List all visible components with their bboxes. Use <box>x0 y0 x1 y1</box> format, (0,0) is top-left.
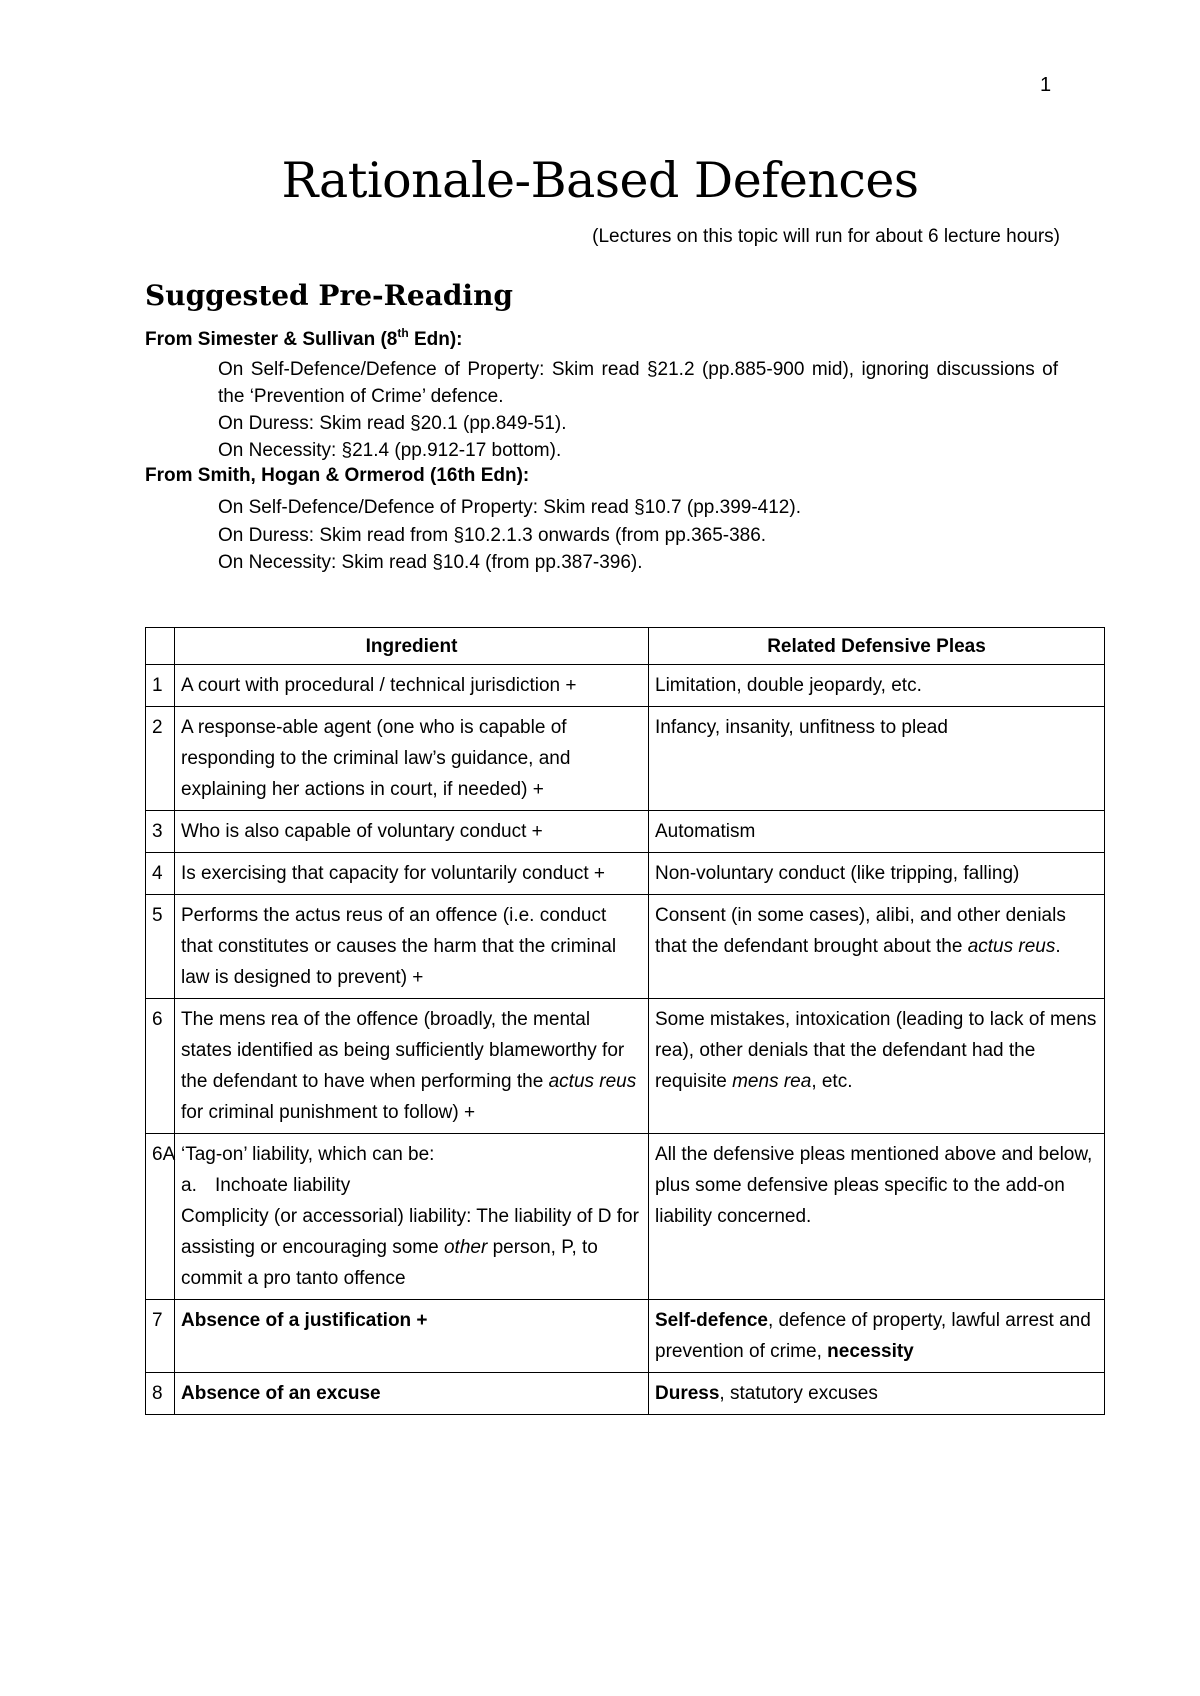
table-row <box>146 1300 1105 1373</box>
row-number: 8 <box>146 1373 175 1415</box>
ingredient-cell <box>175 1134 649 1300</box>
reading-item: On Duress: Skim read §20.1 (pp.849-51). <box>218 413 567 434</box>
pleas-cell: Some mistakes, intoxication (leading to lack of mens rea), other denials that the defendant had the requisite mens rea, etc. <box>649 999 1105 1134</box>
pleas-cell: Non-voluntary conduct (like tripping, falling) <box>649 853 1105 895</box>
table-row <box>146 999 1105 1134</box>
reading-item: On Duress: Skim read from §10.2.1.3 onwards (from pp.365-386. <box>218 525 767 546</box>
table-header: Ingredient <box>175 628 649 665</box>
ingredient-detail: Complicity (or accessorial) liability: The liability of D for assisting or encouraging some other person, P, to commit a pro tanto offence <box>181 1206 639 1289</box>
ingredient-cell: A response-able agent (one who is capable of responding to the criminal law’s guidance, and explaining her actions in court, if needed) + <box>175 707 649 811</box>
ingredient-cell: Is exercising that capacity for voluntarily conduct + <box>175 853 649 895</box>
table-row <box>146 1134 1105 1300</box>
table-row <box>146 665 1105 707</box>
reading-item: On Necessity: §21.4 (pp.912-17 bottom). <box>218 440 562 461</box>
table-row <box>146 895 1105 999</box>
table-header <box>146 628 175 665</box>
row-number: 3 <box>146 811 175 853</box>
ingredients-table <box>145 627 1105 1415</box>
row-number: 7 <box>146 1300 175 1373</box>
table-row <box>146 707 1105 811</box>
ingredient-cell: Absence of an excuse <box>175 1373 649 1415</box>
pleas-cell: Self-defence, defence of property, lawful arrest and prevention of crime, necessity <box>649 1300 1105 1373</box>
source-heading-simester: From Simester & Sullivan (8th Edn): <box>145 326 463 350</box>
ingredient-cell: The mens rea of the offence (broadly, the mental states identified as being sufficiently blameworthy for the defendant to have when performing the actus reus for criminal punishment to follow) + <box>175 999 649 1134</box>
row-number: 5 <box>146 895 175 999</box>
ingredient-cell: Who is also capable of voluntary conduct + <box>175 811 649 853</box>
row-number: 1 <box>146 665 175 707</box>
row-number: 4 <box>146 853 175 895</box>
table-header-row <box>146 628 1105 665</box>
pleas-cell: All the defensive pleas mentioned above and below, plus some defensive pleas specific to the add-on liability concerned. <box>649 1134 1105 1300</box>
document-subtitle: (Lectures on this topic will run for about 6 lecture hours) <box>592 226 1060 247</box>
pleas-cell: Consent (in some cases), alibi, and other denials that the defendant brought about the actus reus. <box>649 895 1105 999</box>
ingredient-cell: Absence of a justification + <box>175 1300 649 1373</box>
reading-item: On Necessity: Skim read §10.4 (from pp.387-396). <box>218 552 643 573</box>
reading-item: On Self-Defence/Defence of Property: Skim read §21.2 (pp.885-900 mid), ignoring discussions of the ‘Prevention of Crime’ defence. <box>218 359 1058 407</box>
pleas-cell: Infancy, insanity, unfitness to plead <box>649 707 1105 811</box>
reading-item: On Self-Defence/Defence of Property: Skim read §10.7 (pp.399-412). <box>218 497 801 518</box>
ingredient-intro: ‘Tag-on’ liability, which can be: <box>181 1144 435 1165</box>
list-item: a. Inchoate liability <box>181 1170 642 1201</box>
table-row <box>146 811 1105 853</box>
row-number: 6A <box>146 1134 175 1300</box>
pleas-cell: Duress, statutory excuses <box>649 1373 1105 1415</box>
table-header: Related Defensive Pleas <box>649 628 1105 665</box>
table-row <box>146 853 1105 895</box>
source-heading-smith: From Smith, Hogan & Ormerod (16th Edn): <box>145 465 530 486</box>
document-title: Rationale-Based Defences <box>281 152 919 209</box>
table-row <box>146 1373 1105 1415</box>
page-number: 1 <box>1040 74 1052 96</box>
list-marker: a. <box>181 1175 197 1196</box>
pleas-cell: Automatism <box>649 811 1105 853</box>
row-number: 2 <box>146 707 175 811</box>
row-number: 6 <box>146 999 175 1134</box>
ingredient-cell: A court with procedural / technical jurisdiction + <box>175 665 649 707</box>
pre-reading-heading: Suggested Pre-Reading <box>145 279 514 312</box>
ingredient-cell: Performs the actus reus of an offence (i.e. conduct that constitutes or causes the harm that the criminal law is designed to prevent) + <box>175 895 649 999</box>
pleas-cell: Limitation, double jeopardy, etc. <box>649 665 1105 707</box>
